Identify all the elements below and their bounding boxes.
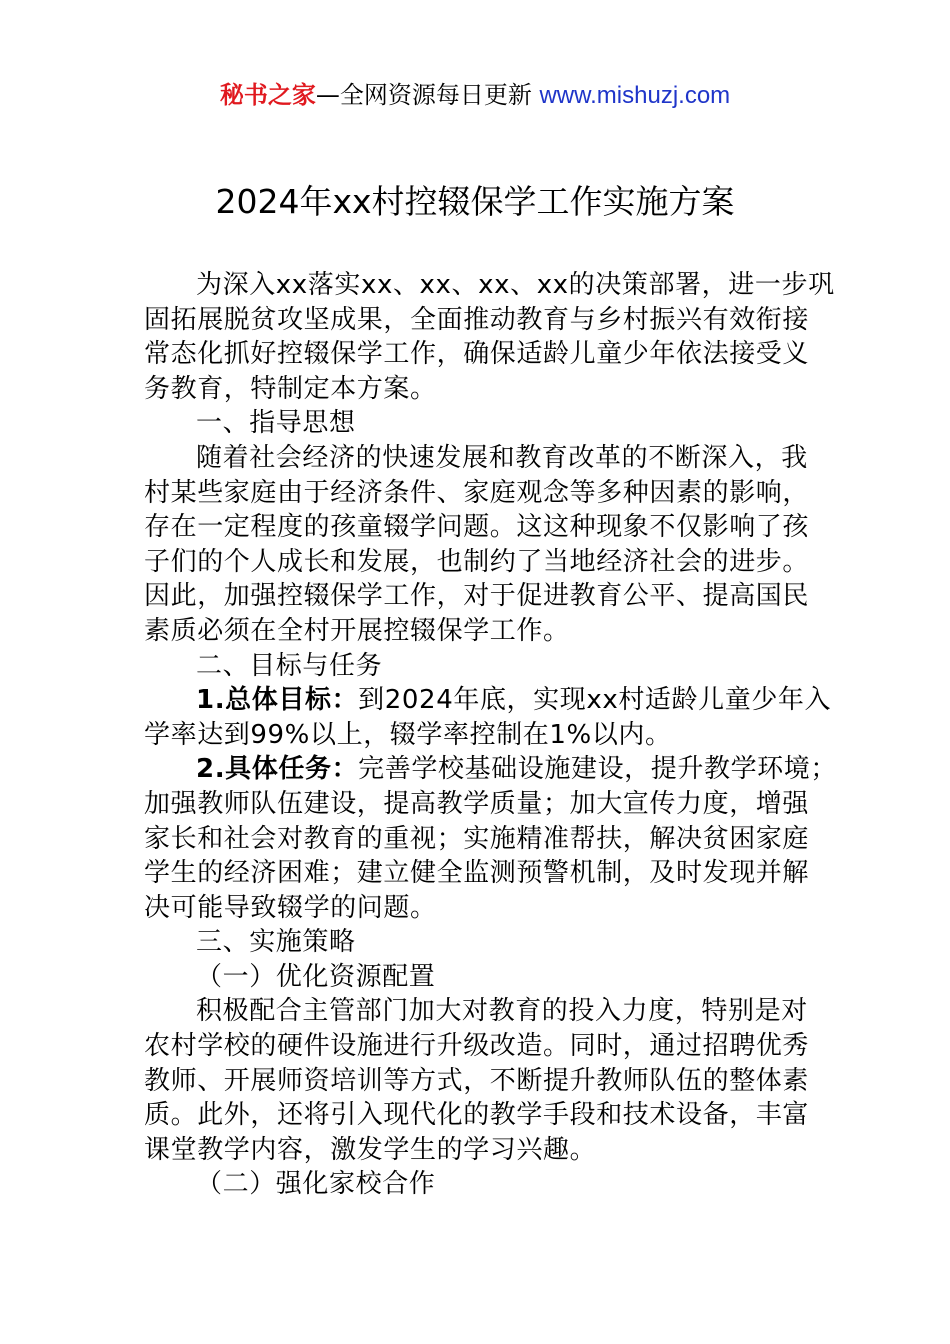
site-url-link[interactable]: www.mishuzj.com — [539, 82, 731, 109]
tasks-line — [144, 752, 837, 787]
body-line: 随着社会经济的快速发展和教育改革的不断深入，我 — [196, 442, 808, 473]
body-line: 课堂教学内容，激发学生的学习兴趣。 — [144, 1134, 597, 1165]
document-title: 2024年xx村控辍保学工作实施方案 — [215, 182, 735, 221]
body-line: 学率达到99%以上，辍学率控制在1%以内。 — [144, 719, 672, 750]
tasks-text: 完善学校基础设施建设，提升教学环境； — [358, 754, 837, 785]
body-line: 质。此外，还将引入现代化的教学手段和技术设备，丰富 — [144, 1100, 810, 1131]
body-line: 子们的个人成长和发展，也制约了当地经济社会的进步。 — [144, 546, 810, 577]
subsection-heading-resources: （一）优化资源配置 — [196, 961, 436, 992]
body-line: 为深入xx落实xx、xx、xx、xx的决策部署，进一步巩 — [196, 270, 835, 300]
body-line: 学生的经济困难；建立健全监测预警机制，及时发现并解 — [144, 858, 810, 889]
body-line: 教师、开展师资培训等方式，不断提升教师队伍的整体素 — [144, 1065, 810, 1096]
site-tagline: —全网资源每日更新 — [315, 81, 540, 109]
body-line: 务教育，特制定本方案。 — [144, 373, 437, 404]
body-line: 常态化抓好控辍保学工作，确保适龄儿童少年依法接受义 — [144, 339, 810, 370]
section-heading-guiding-ideology: 一、指导思想 — [196, 408, 356, 439]
section-heading-goals-tasks: 二、目标与任务 — [196, 650, 383, 681]
site-brand: 秘书之家 — [219, 81, 316, 109]
goal-label: 1.总体目标： — [196, 685, 359, 716]
goal-text: 到2024年底，实现xx村适龄儿童少年入 — [358, 685, 832, 716]
body-line: 决可能导致辍学的问题。 — [144, 892, 437, 923]
body-line: 素质必须在全村开展控辍保学工作。 — [144, 615, 570, 646]
body-line: 村某些家庭由于经济条件、家庭观念等多种因素的影响， — [144, 477, 810, 508]
section-heading-strategies: 三、实施策略 — [196, 927, 356, 958]
goal-line — [144, 683, 832, 718]
body-line: 农村学校的硬件设施进行升级改造。同时，通过招聘优秀 — [144, 1031, 810, 1062]
body-line: 家长和社会对教育的重视；实施精准帮扶，解决贫困家庭 — [144, 823, 810, 854]
body-line: 固拓展脱贫攻坚成果，全面推动教育与乡村振兴有效衔接 — [144, 304, 810, 335]
document-body — [144, 268, 837, 1202]
body-line: 因此，加强控辍保学工作，对于促进教育公平、提高国民 — [144, 581, 810, 612]
body-line: 加强教师队伍建设，提高教学质量；加大宣传力度，增强 — [144, 788, 810, 819]
tasks-label: 2.具体任务： — [196, 754, 359, 785]
site-header — [0, 78, 950, 113]
body-line: 积极配合主管部门加大对教育的投入力度，特别是对 — [196, 996, 808, 1027]
body-line: 存在一定程度的孩童辍学问题。这这种现象不仅影响了孩 — [144, 512, 810, 543]
subsection-heading-home-school: （二）强化家校合作 — [196, 1169, 436, 1200]
